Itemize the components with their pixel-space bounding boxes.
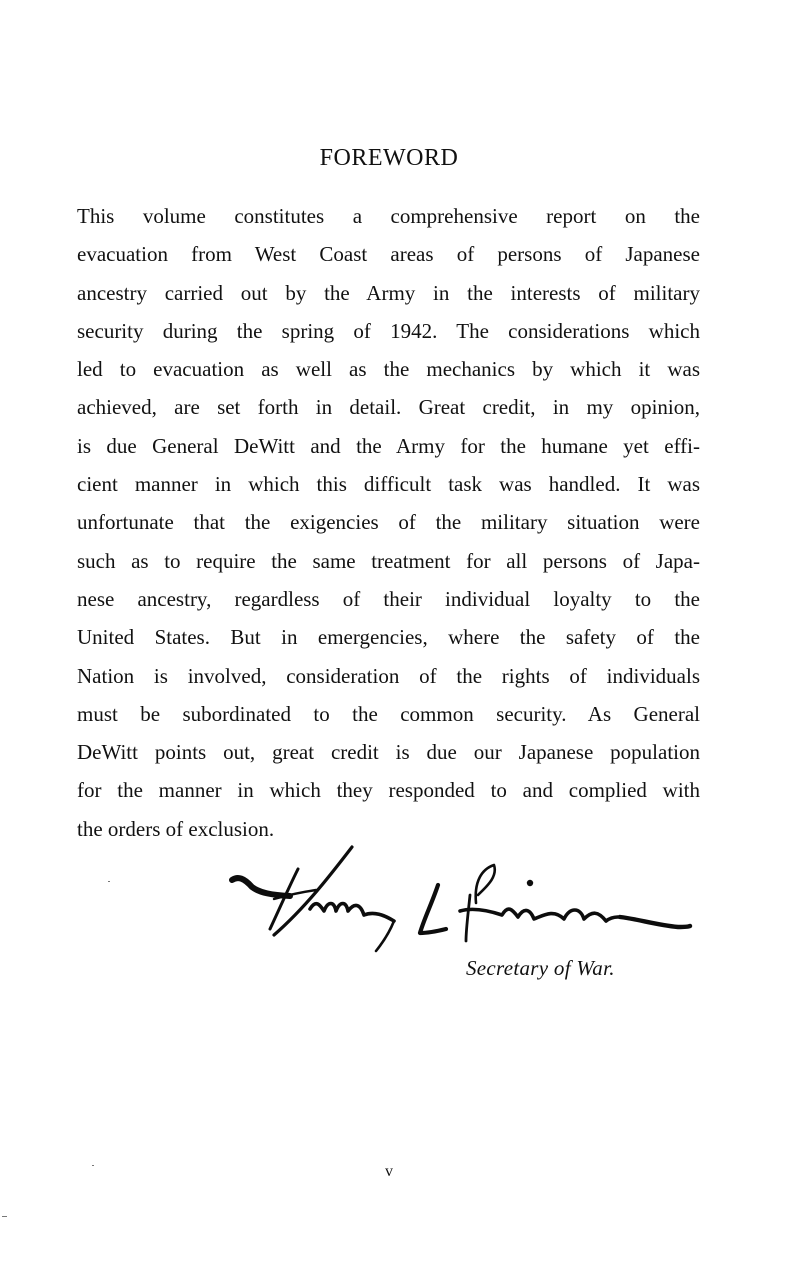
paragraph-line: must be subordinated to the common security. As General	[77, 701, 700, 726]
paragraph-line: the orders of exclusion.	[77, 816, 275, 841]
paragraph-line: is due General DeWitt and the Army for the humane yet effi-	[77, 433, 700, 458]
paragraph-line: nese ancestry, regardless of their individual loyalty to the	[77, 586, 700, 611]
paragraph-line: led to evacuation as well as the mechanics by which it was	[77, 357, 700, 382]
scan-speck	[92, 1165, 94, 1166]
paragraph-line: security during the spring of 1942. The considerations which	[77, 318, 700, 343]
paragraph-line: This volume constitutes a comprehensive report on the	[77, 204, 700, 228]
paragraph-line: United States. But in emergencies, where the safety of the	[77, 625, 700, 650]
paragraph-line: unfortunate that the exigencies of the military situation were	[77, 510, 700, 535]
paragraph-line: Nation is involved, consideration of the rights of individuals	[77, 663, 700, 688]
paragraph-line: such as to require the same treatment for all persons of Japa-	[77, 548, 700, 573]
paragraph-line: cient manner in which this difficult task was handled. It was	[77, 472, 700, 497]
paragraph-line: evacuation from West Coast areas of persons of Japanese	[77, 242, 700, 267]
signature-caption: Secretary of War.	[466, 956, 615, 980]
paragraph-line: ancestry carried out by the Army in the interests of military	[77, 280, 700, 305]
page-title: FOREWORD	[319, 145, 459, 171]
page-number: v	[385, 1163, 393, 1180]
handwritten-signature	[228, 845, 693, 955]
scan-speck	[2, 1216, 7, 1217]
paragraph-line: DeWitt points out, great credit is due our Japanese population	[77, 740, 700, 765]
paragraph-line: achieved, are set forth in detail. Great credit, in my opinion,	[77, 395, 700, 420]
scan-speck	[108, 881, 110, 882]
foreword-paragraph	[77, 197, 700, 848]
paragraph-line: for the manner in which they responded to and complied with	[77, 778, 700, 803]
